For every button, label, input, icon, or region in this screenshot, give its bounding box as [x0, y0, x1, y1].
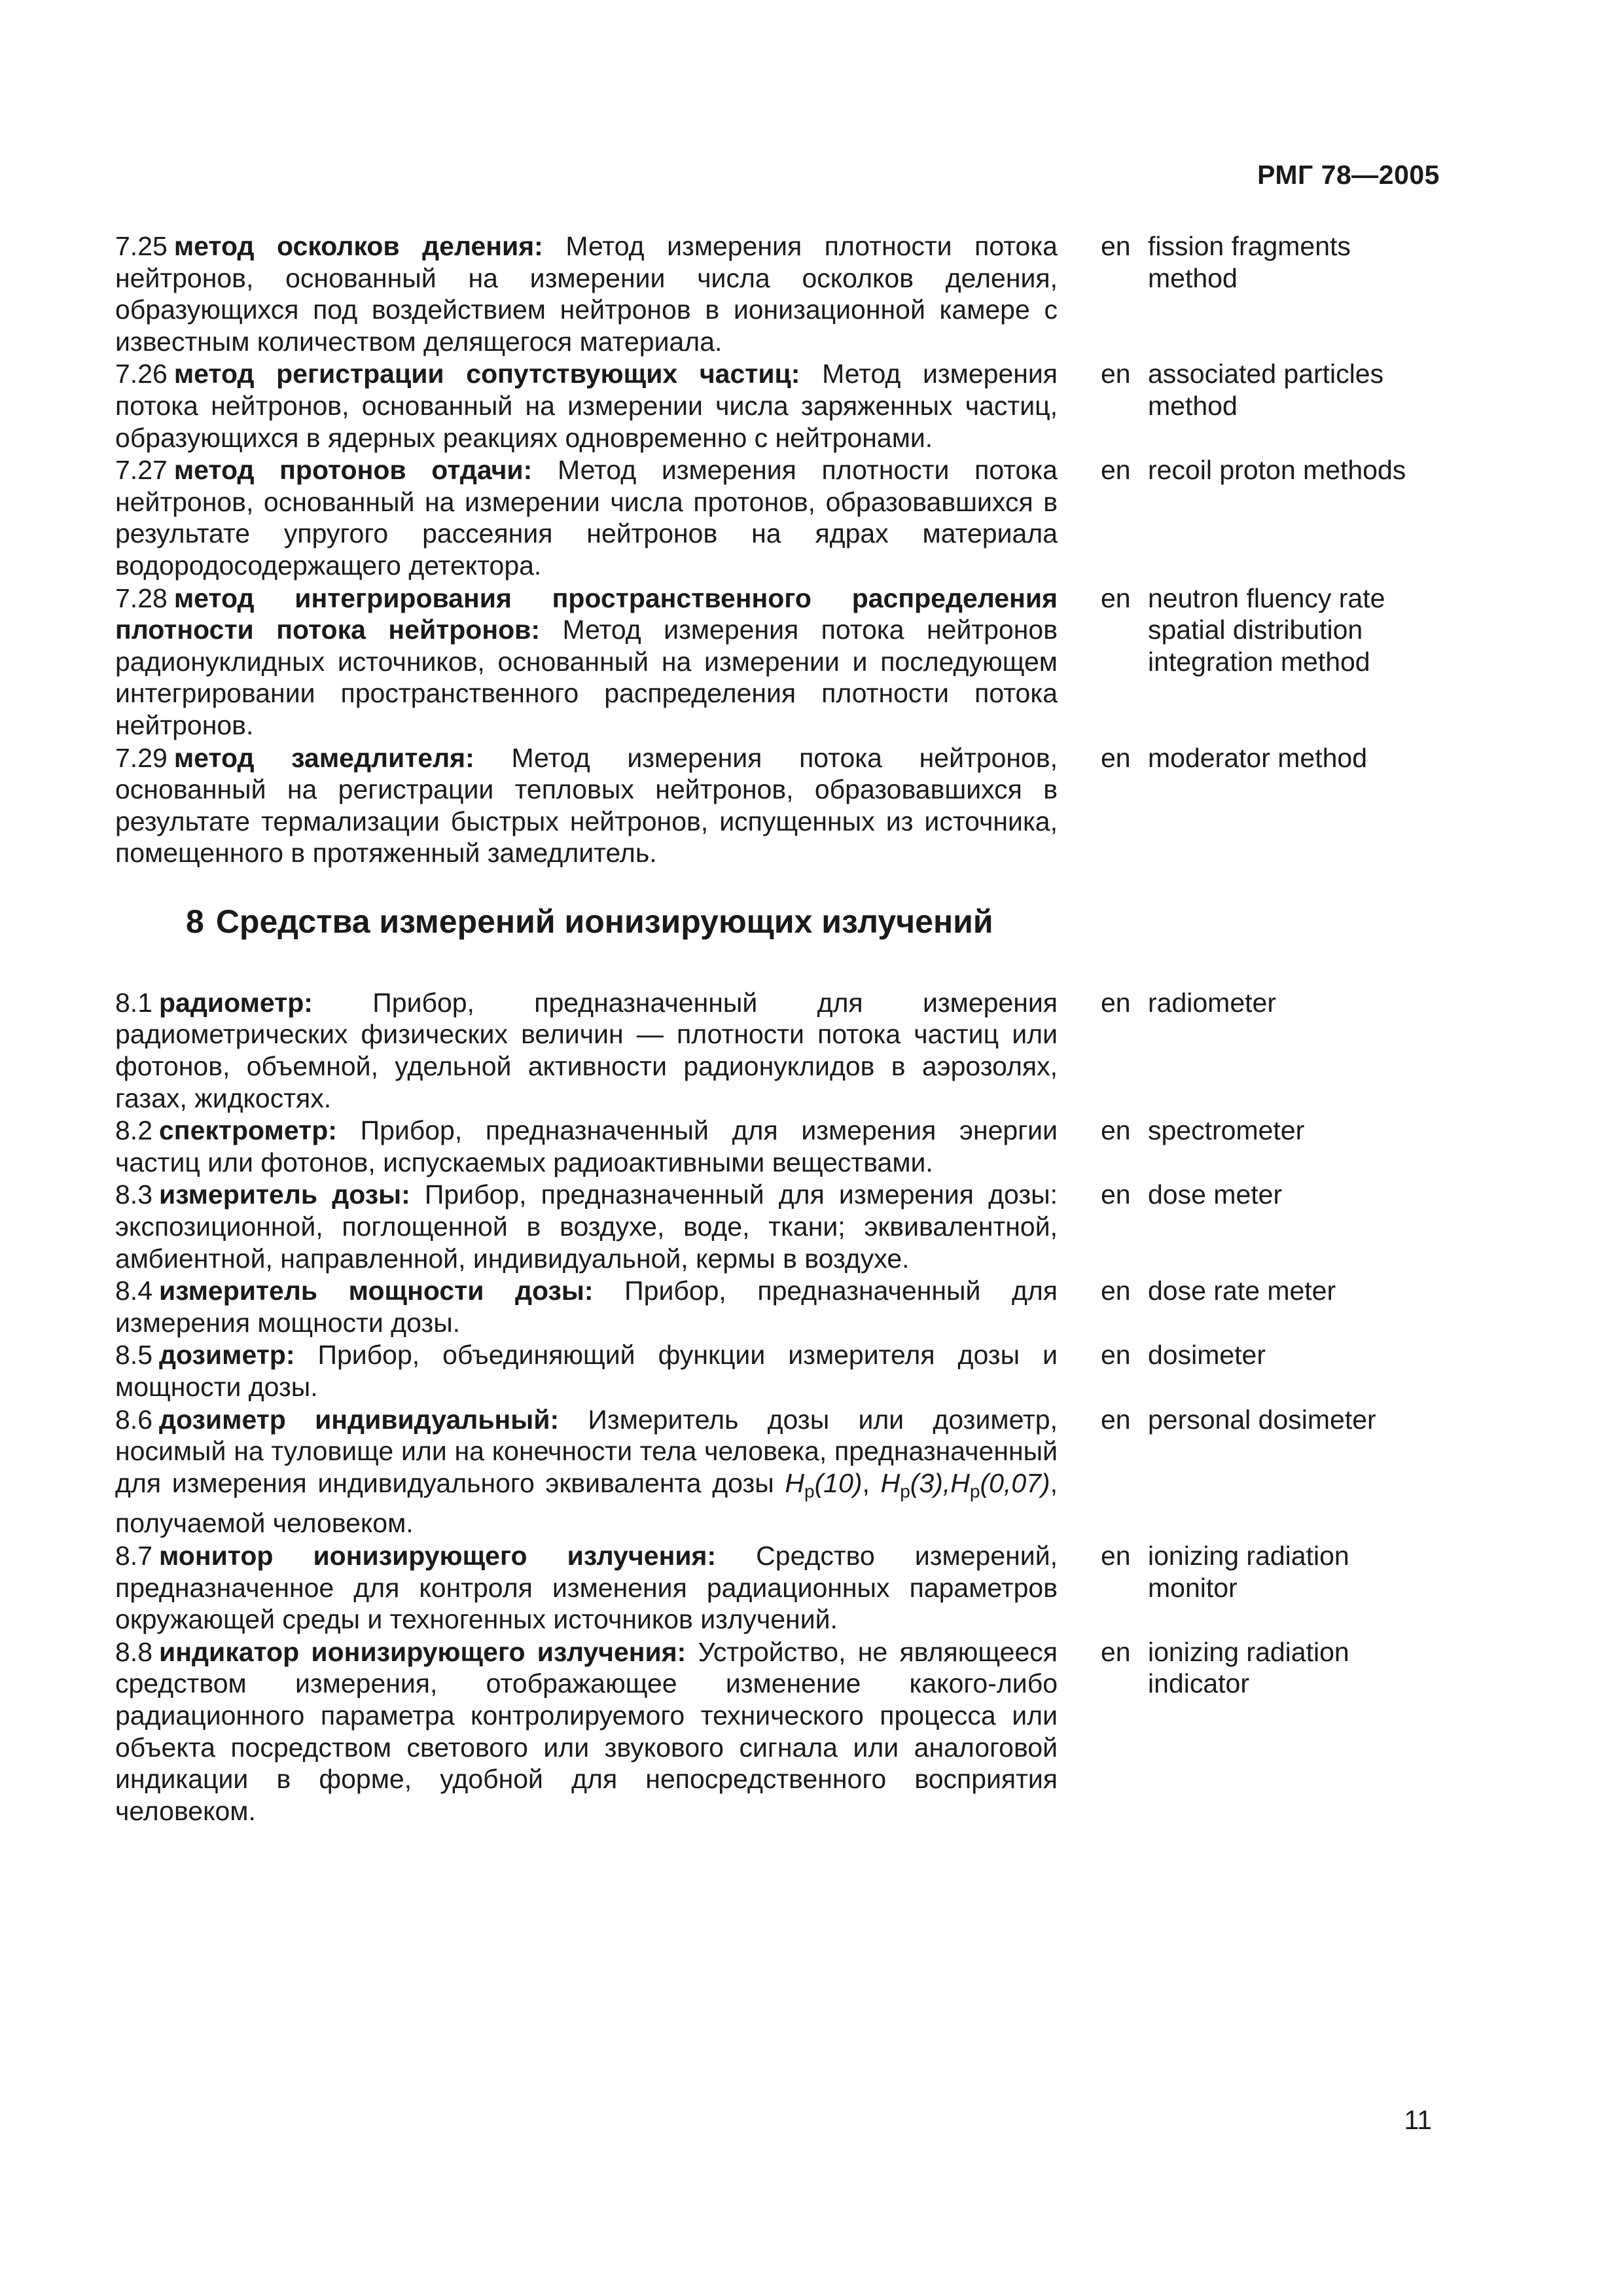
english-term: radiometer [1148, 987, 1276, 1018]
lang-tag: en [1101, 231, 1131, 261]
english-term: neutron fluency rate spatial distribution integration method [1148, 583, 1385, 677]
formula-symbol: H [880, 1467, 901, 1498]
term-name: метод интегрирования пространственного распределения плотности потока нейтронов: [115, 583, 1058, 645]
term-entry [115, 1179, 1440, 1274]
term-number: 8.7 [115, 1540, 152, 1571]
term-name: радиометр: [159, 987, 313, 1018]
english-term: dose meter [1148, 1179, 1283, 1210]
term-definition: Прибор, предназначенный для измерения радиометрических физических величин — плотности потока частиц или фотонов, объемной, удельной активности радионуклидов в аэрозолях, газах, жидкостях. [115, 987, 1058, 1113]
lang-tag: en [1101, 1636, 1131, 1667]
term-name: измеритель дозы: [159, 1179, 410, 1210]
english-term: associated particles method [1148, 359, 1384, 421]
english-term: fission fragments method [1148, 231, 1351, 293]
term-definition: Прибор, предназначенный для измерения дозы: экспозиционной, поглощенной в воздухе, воде, ткани; эквивалентной, амбиентной, направленной, индивидуальной, кермы в воздухе. [115, 1179, 1058, 1274]
term-definition: Средство измерений, предназначенное для контроля изменения радиационных параметров окружающей среды и техногенных источников излучений. [115, 1540, 1058, 1635]
term-number: 7.29 [115, 742, 168, 773]
term-entry [115, 454, 1440, 581]
term-name: дозиметр индивидуальный: [159, 1404, 560, 1435]
formula-arg: (10) [814, 1467, 863, 1498]
term-definition: Метод измерения потока нейтронов, основанный на измерении числа заряженных частиц, образующихся в ядерных реакциях одновременно с нейтронами. [115, 359, 1058, 453]
term-number: 8.8 [115, 1636, 152, 1667]
english-term: dose rate meter [1148, 1276, 1336, 1306]
term-number: 8.4 [115, 1276, 152, 1306]
term-definition-end: , получаемой человеком. [115, 1467, 1058, 1539]
term-entry [115, 230, 1440, 357]
term-number: 7.28 [115, 583, 168, 613]
term-entry [115, 1404, 1440, 1539]
term-entry [115, 1636, 1440, 1827]
term-number: 8.3 [115, 1179, 152, 1210]
lang-tag: en [1101, 1179, 1131, 1210]
section-title: Средства измерений ионизирующих излучений [215, 903, 993, 940]
lang-tag: en [1101, 742, 1131, 773]
english-term: ionizing radiation indicator [1148, 1636, 1349, 1699]
term-definition: Метод измерения потока нейтронов радионуклидных источников, основанный на измерении и последующем интегрировании пространственного распределения плотности потока нейтронов. [115, 615, 1058, 740]
term-number: 8.2 [115, 1115, 152, 1146]
term-entry [115, 358, 1440, 454]
lang-tag: en [1101, 987, 1131, 1018]
english-term: moderator method [1148, 742, 1368, 773]
formula-subscript: p [804, 1480, 815, 1501]
term-entry [115, 742, 1440, 869]
term-name: метод регистрации сопутствующих частиц: [173, 359, 800, 389]
term-number: 7.26 [115, 359, 168, 389]
term-number: 8.6 [115, 1404, 152, 1435]
term-name: метод замедлителя: [173, 742, 474, 773]
term-number: 7.27 [115, 455, 168, 486]
formula-symbol: H [785, 1467, 805, 1498]
page-number: 11 [1404, 2105, 1432, 2135]
term-definition: Измеритель дозы или дозиметр, носимый на туловище или на конечности тела человека, предназначенный для измерения индивидуального эквивалента дозы [115, 1404, 1058, 1498]
english-term: recoil proton methods [1148, 455, 1406, 486]
term-name: метод протонов отдачи: [173, 455, 533, 486]
formula-subscript: p [900, 1480, 910, 1501]
lang-tag: en [1101, 359, 1131, 389]
english-term: spectrometer [1148, 1115, 1305, 1146]
term-entry [115, 1115, 1440, 1178]
term-definition: Прибор, предназначенный для измерения энергии частиц или фотонов, испускаемых радиоактивными веществами. [115, 1115, 1058, 1177]
lang-tag: en [1101, 583, 1131, 613]
formula-symbol: H [950, 1467, 970, 1498]
term-definition: Прибор, объединяющий функции измерителя дозы и мощности дозы. [115, 1340, 1058, 1402]
english-term: personal dosimeter [1148, 1404, 1376, 1435]
term-name: дозиметр: [159, 1340, 295, 1371]
english-term: ionizing radiation monitor [1148, 1540, 1349, 1603]
formula-subscript: p [969, 1480, 980, 1501]
term-definition: Прибор, предназначенный для измерения мощности дозы. [115, 1276, 1058, 1338]
term-number: 8.5 [115, 1340, 152, 1371]
term-name: индикатор ионизирующего излучения: [159, 1636, 687, 1667]
term-name: измеритель мощности дозы: [159, 1276, 594, 1306]
section-number: 8 [186, 903, 204, 940]
term-entry [115, 583, 1440, 742]
term-entry [115, 1339, 1440, 1403]
term-entry [115, 1275, 1440, 1338]
term-name: спектрометр: [159, 1115, 337, 1146]
lang-tag: en [1101, 1115, 1131, 1146]
term-number: 7.25 [115, 231, 168, 261]
formula-arg: (0,07) [980, 1467, 1050, 1498]
lang-tag: en [1101, 1540, 1131, 1571]
lang-tag: en [1101, 1404, 1131, 1435]
term-entry [115, 1540, 1440, 1636]
term-definition: Метод измерения плотности потока нейтронов, основанный на измерении числа протонов, образовавшихся в результате упругого рассеяния нейтронов на ядрах материала водородосодержащего детектора. [115, 455, 1058, 581]
term-name: монитор ионизирующего излучения: [159, 1540, 717, 1571]
document-body [115, 230, 1440, 1827]
term-entry [115, 987, 1440, 1114]
term-definition: Устройство, не являющееся средством измерения, отображающее изменение какого-либо радиационного параметра контролируемого технического процесса или объекта посредством светового или звукового сигнала или аналоговой индикации в форме, удобной для непосредственного восприятия человеком. [115, 1636, 1058, 1826]
lang-tag: en [1101, 455, 1131, 486]
term-name: метод осколков деления: [173, 231, 543, 261]
formula-separator: , [862, 1467, 870, 1498]
term-number: 8.1 [115, 987, 152, 1018]
lang-tag: en [1101, 1340, 1131, 1371]
term-definition: Метод измерения потока нейтронов, основанный на регистрации тепловых нейтронов, образовавшихся в результате термализации быстрых нейтронов, испущенных из источника, помещенного в протяженный замедлитель. [115, 742, 1058, 869]
section-heading [186, 902, 1440, 941]
document-code: РМГ 78—2005 [1257, 160, 1440, 190]
formula-arg: (3), [910, 1467, 951, 1498]
term-definition: Метод измерения плотности потока нейтронов, основанный на измерении числа осколков деления, образующихся под воздействием нейтронов в ионизационной камере с известным количеством делящегося материала. [115, 231, 1058, 357]
lang-tag: en [1101, 1276, 1131, 1306]
english-term: dosimeter [1148, 1340, 1266, 1371]
